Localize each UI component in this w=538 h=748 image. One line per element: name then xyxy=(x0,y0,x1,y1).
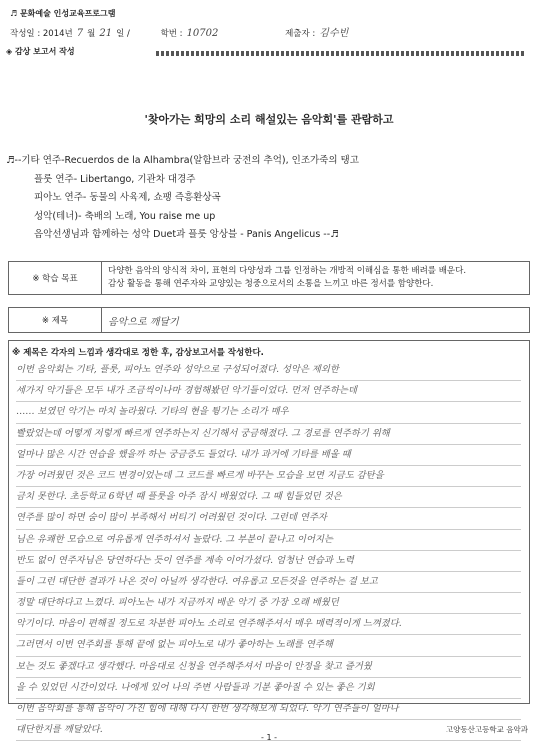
decorative-pattern xyxy=(156,51,526,56)
page-number: - 1 - xyxy=(261,733,277,742)
essay-line: 이번 음악회를 통해 음악이 가진 힘에 대해 다시 한번 생각해보게 되었다. 악기 연주들이 얼마나 xyxy=(16,699,521,720)
report-title: '찾아가는 희망의 소리 해설있는 음악회'를 관람하고 xyxy=(144,113,394,126)
date-day: 21 xyxy=(99,28,113,39)
essay-line: 세가지 악기들은 모두 내가 조금씩이나마 경험해봤던 악기들이었다. 먼저 연주하는데 xyxy=(16,381,521,402)
meta-row xyxy=(10,24,352,39)
date-month: 7 xyxy=(76,28,84,39)
goal-text-line: 감상 활동을 통해 연주자와 교양있는 청중으로서의 소통을 느끼고 바른 정서를 함양한다. xyxy=(108,279,434,289)
essay-instruction: ※ 제목은 각자의 느낌과 생각대로 정한 후, 감상보고서를 작성한다. xyxy=(12,348,264,358)
goal-label: ※ 학습 목표 xyxy=(9,262,102,295)
student-id-value: 10702 xyxy=(186,28,219,39)
name-value-cell xyxy=(102,308,530,333)
program-list xyxy=(6,152,532,245)
program-header: ♬ 문화예술 인성교육프로그램 xyxy=(10,9,116,18)
goal-text xyxy=(102,262,530,295)
date-label: 작성일 : 2014년 xyxy=(10,29,73,39)
essay-line: 금치 못한다. 초등학교 6학년 때 플룻을 아주 잠시 배웠었다. 그 때 힘들었던 것은 xyxy=(16,487,521,508)
essay-line: 보는 것도 좋겠다고 생각했다. 마음대로 신청을 연주해주셔서 마음이 안정을 찾고 즐거웠 xyxy=(16,657,521,678)
essay-line: 대단한지를 깨달았다. xyxy=(16,720,521,741)
goal-row xyxy=(9,262,530,295)
name-row xyxy=(9,308,530,333)
program-line: 플룻 연주- Libertango, 기관차 대경주 xyxy=(34,173,196,185)
spacer-row xyxy=(9,295,530,308)
essay-line: 을 수 있었던 시간이었다. 나에게 있어 나의 주변 사람들과 기분 좋아질 수 있는 좋은 기회 xyxy=(16,678,521,699)
essay-line: 연주를 많이 하면 숨이 많이 부족해서 버티기 어려웠던 것이다. 그런데 연주자 xyxy=(16,508,521,529)
essay-line: 정말 대단하다고 느꼈다. 피아노는 내가 지금까지 배운 악기 중 가장 오래 배웠던 xyxy=(16,593,521,614)
goal-text-line: 다양한 음악의 양식적 차이, 표현의 다양성과 그룹 인정하는 개방적 이해심을 통한 배려를 배운다. xyxy=(108,266,467,276)
program-line: 피아노 연주- 동물의 사육제, 쇼팽 즉흥환상곡 xyxy=(34,192,221,203)
essay-line: 가장 어려웠던 것은 코드 변경이었는데 그 코드를 빠르게 바꾸는 모습을 보면 지금도 감탄을 xyxy=(16,466,521,487)
essay-line: 얼마나 많은 시간 연습을 했을까 하는 궁금증도 들었다. 내가 과거에 기타를 배울 때 xyxy=(16,445,521,466)
author-value: 김수빈 xyxy=(319,28,349,39)
program-line: 음악선생님과 함께하는 성악 Duet과 플룻 앙상블 - Panis Angelicus --♬ xyxy=(34,229,339,240)
section-label: ◈ 감상 보고서 작성 xyxy=(6,47,75,56)
spacer xyxy=(9,295,530,308)
month-suffix: 월 xyxy=(87,29,96,39)
name-label: ※ 제목 xyxy=(9,308,102,333)
essay-line: 이번 음악회는 기타, 플룻, 피아노 연주와 성악으로 구성되어졌다. 성악은 제외한 xyxy=(16,360,521,381)
essay-line: 들이 그런 대단한 결과가 나온 것이 아닐까 생각한다. 여유롭고 모든것을 연주하는 걸 보고 xyxy=(16,572,521,593)
essay-line: 빨랐었는데 어떻게 저렇게 빠르게 연주하는지 신기해서 궁금해졌다. 그 경로를 연주하기 위해 xyxy=(16,424,521,445)
day-suffix: 일 / xyxy=(116,29,130,39)
essay-line: …… 보였던 악기는 마치 놀라웠다. 기타의 현을 튕기는 소리가 매우 xyxy=(16,402,521,423)
essay-line: 그러면서 이번 연주회를 통해 끝에 없는 피아노로 내가 좋아하는 노래를 연주해 xyxy=(16,635,521,656)
student-id-label: 학번 : xyxy=(160,29,183,39)
program-line: ♬--기타 연주-Recuerdos de la Alhambra(알함브라 궁전의 추억), 인조가죽의 탱고 xyxy=(6,155,359,166)
name-value: 음악으로 깨달기 xyxy=(108,316,179,328)
program-line: 성악(테너)- 축배의 노래, You raise me up xyxy=(34,210,216,222)
goal-table xyxy=(8,261,530,333)
school-name: 고양동산고등학교 음악과 xyxy=(445,725,528,734)
essay-line: 님은 유쾌한 모습으로 여유롭게 연주하셔서 놀랐다. 그 부분이 끝나고 이어지는 xyxy=(16,530,521,551)
essay-line: 반도 없이 연주자님은 당연하다는 듯이 연주를 계속 이어가셨다. 엄청난 연습과 노력 xyxy=(16,551,521,572)
author-label: 제출자 : xyxy=(285,29,316,39)
section-bar xyxy=(6,44,534,60)
essay-line: 악기이다. 마음이 편해질 정도로 차분한 피아노 소리로 연주해주셔서 매우 매력적이게 느껴졌다. xyxy=(16,614,521,635)
